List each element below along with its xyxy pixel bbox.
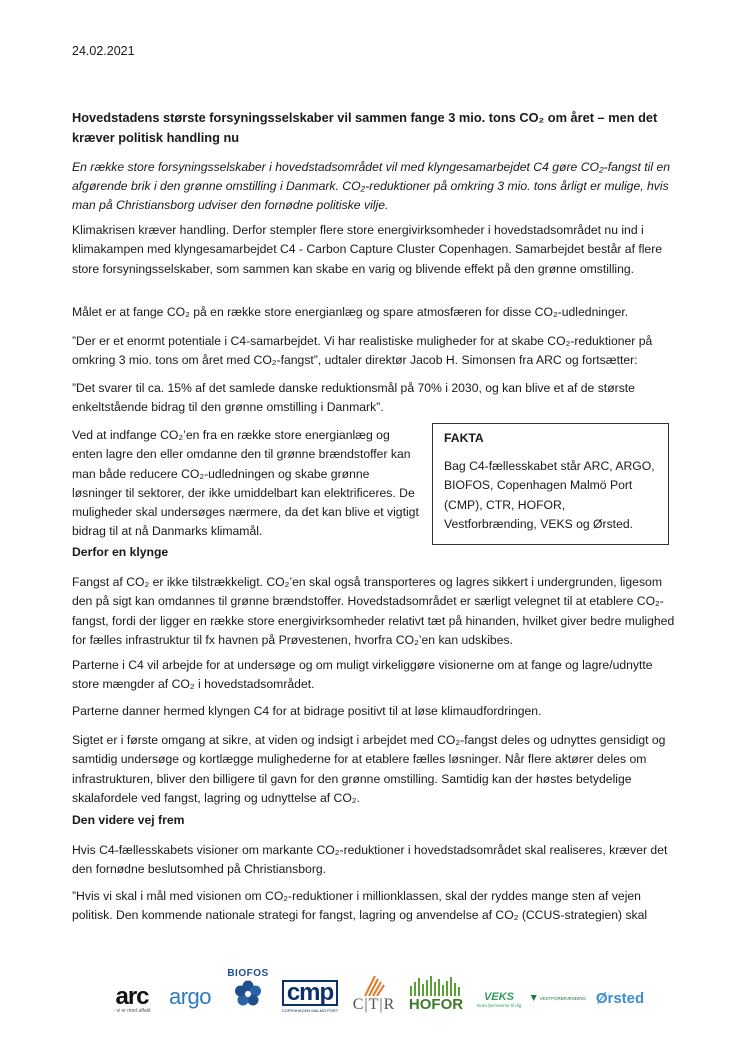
paragraph-2: Målet er at fange CO₂ på en række store energianlæg og spare atmosfæren for disse CO₂-udledninger.: [72, 305, 629, 319]
hofor-logo: HOFOR: [406, 970, 466, 1018]
paragraph-4: ”Det svarer til ca. 15% af det samlede danske reduktionsmål på 70% i 2030, og kan blive et af de største enkeltstående bidrag til den grønne omstilling i Danmark”.: [72, 381, 635, 415]
paragraph-3: ”Der er et enormt potentiale i C4-samarbejdet. Vi har realistiske muligheder for at skabe CO₂-reduktioner på omkring 3 mio. tons om året med CO₂-fangst”, udtaler direktør Jacob H. Simonsen fra ARC og fortsætter:: [72, 334, 653, 368]
cmp-logo: cmp COPENHAGEN MALMÖ PORT: [281, 978, 339, 1013]
paragraph-5: Ved at indfange CO₂’en fra en række store energianlæg og enten lagre den eller omdanne den til grønne brændstoffer kan man både reducere CO₂-udledningen og skabe grønne løsninger til sektorer, der ikke umiddelbart kan elektrificeres. De muligheder skal undersøges nærmere, da det kan blive et vigtigt bidrag til at nå Danmarks klimamål.: [72, 428, 419, 539]
ctr-flame-icon: [359, 974, 389, 996]
paragraph-8: Parterne danner hermed klyngen C4 for at bidrage positivt til at løse klimaudfordringen.: [72, 704, 542, 718]
biofos-logo: BIOFOS: [224, 960, 272, 1016]
partner-logo-strip: [100, 960, 660, 1020]
paragraph-1: Klimakrisen kræver handling. Derfor stempler flere store energivirksomheder i hovedstadsområdet nu ind i klimakampen med klyngesamarbejdet C4 - Carbon Capture Cluster Copenhagen. Samarbejdet består af flere store forsyningsselskaber, som sammen kan skabe en varig og blivende effekt på den grønne omstilling.: [72, 223, 663, 276]
document-date: 24.02.2021: [72, 44, 135, 58]
orsted-logo: Ørsted: [595, 989, 645, 1007]
paragraph-6: Fangst af CO₂ er ikke tilstrækkeligt. CO₂’en skal også transporteres og lagres sikkert i undergrunden, ligesom den på sigt kan omdannes til grønne brændstoffer. Hovedstadsområdet er særligt velegnet til at etablere CO₂-fangst, fordi der ligger en række store energivirksomheder relativt tæt på hinanden, hvilket giver bedre mulighed for fælles infrastruktur til fx havnen på Prøvestenen, hvorfra CO₂’en kan udskibes.: [72, 575, 675, 647]
heading-den-videre-vej-frem: Den videre vej frem: [72, 813, 185, 827]
veks-logo: VEKS Grøn fjernvarme til dig: [476, 990, 522, 1008]
heading-derfor-en-klynge: Derfor en klynge: [72, 545, 169, 559]
biofos-flower-icon: [233, 979, 263, 1009]
document-title: Hovedstadens største forsyningsselskaber vil sammen fange 3 mio. tons CO₂ om året – men det kræver politisk handling nu: [72, 110, 658, 145]
fact-box-title: FAKTA: [444, 431, 484, 445]
argo-logo: argo: [168, 984, 212, 1009]
arc-logo: arc - vi er med affald: [113, 983, 151, 1014]
fact-box: [432, 423, 669, 545]
vestforbraending-logo: VESTFORBRÆNDING: [530, 988, 586, 1008]
paragraph-10: Hvis C4-fællesskabets visioner om markante CO₂-reduktioner i hovedstadsområdet skal realiseres, kræver det den fornødne beslutsomhed på Christiansborg.: [72, 843, 668, 877]
ctr-logo: C|T|R: [346, 970, 402, 1018]
vestforbraending-leaf-icon: [530, 993, 537, 1003]
lead-paragraph: En række store forsyningsselskaber i hovedstadsområdet vil med klyngesamarbejdet C4 gøre CO₂-fangst til en afgørende brik i den grønne omstilling i Danmark. CO₂-reduktioner på omkring 3 mio. tons årligt er mulige, hvis man på Christiansborg udviser den fornødne politiske vilje.: [72, 160, 671, 212]
paragraph-9: Sigtet er i første omgang at sikre, at viden og indsigt i arbejdet med CO₂-fangst deles og udnyttes gensidigt og samtidig undersøge og kortlægge mulighederne for at etablere fælles løsninger. Når flere aktører deles om infrastrukturen, bliver den billigere til gavn for den grønne omstilling. Samtidig kan der høstes betydelige skalafordele ved fangst, lagring og udnyttelse af CO₂.: [72, 733, 666, 805]
paragraph-7: Parterne i C4 vil arbejde for at undersøge og om muligt virkeliggøre visionerne om at fange og lagre/udnytte store mængder af CO₂ i hovedstadsområdet.: [72, 658, 653, 692]
fact-box-text: Bag C4-fællesskabet står ARC, ARGO, BIOFOS, Copenhagen Malmö Port (CMP), CTR, HOFOR, Vestforbrænding, VEKS og Ørsted.: [444, 458, 655, 531]
hofor-bars-icon: [408, 976, 464, 996]
paragraph-11: ”Hvis vi skal i mål med visionen om CO₂-reduktioner i millionklassen, skal der ryddes mange sten af vejen politisk. Den kommende nationale strategi for fangst, lagring og anvendelse af CO₂ (CCUS-strategien) skal: [72, 889, 648, 923]
